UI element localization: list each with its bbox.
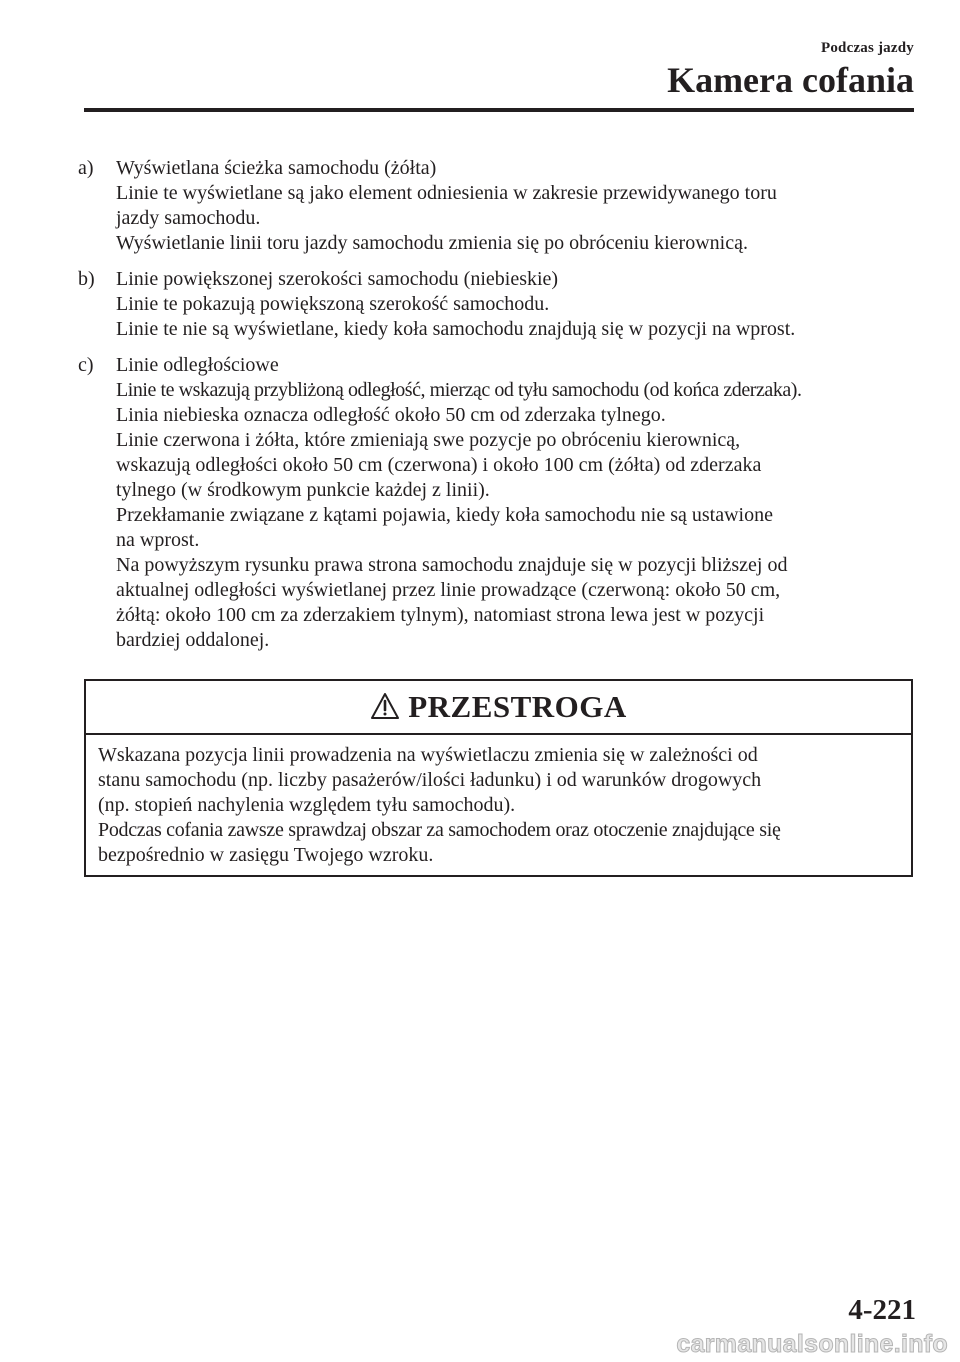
- text-line: Na powyższym rysunku prawa strona samochodu znajduje się w pozycji bliższej od: [116, 554, 788, 576]
- watermark: carmanualsonline.info: [676, 1330, 948, 1358]
- list-marker: a): [78, 157, 94, 179]
- text-line: Linia niebieska oznacza odległość około 50 cm od zderzaka tylnego.: [116, 404, 666, 426]
- caution-title: PRZESTROGA: [408, 689, 627, 724]
- list-marker: c): [78, 354, 94, 376]
- text-line: żółtą: około 100 cm za zderzakiem tylnym), natomiast strona lewa jest w pozycji: [116, 604, 765, 626]
- list-item-heading: Wyświetlana ścieżka samochodu (żółta): [116, 157, 437, 179]
- list-item-c: [78, 353, 918, 653]
- caution-text: [86, 735, 911, 868]
- warning-triangle-icon: [370, 692, 400, 720]
- text-line: Wyświetlanie linii toru jazdy samochodu zmienia się po obróceniu kierownicą.: [116, 232, 748, 254]
- text-line: tylnego (w środkowym punkcie każdej z linii).: [116, 479, 490, 501]
- text-line: Linie te nie są wyświetlane, kiedy koła samochodu znajdują się w pozycji na wprost.: [116, 318, 796, 340]
- list-marker: b): [78, 268, 95, 290]
- text-line: Podczas cofania zawsze sprawdzaj obszar za samochodem oraz otoczenie znajdujące się: [98, 819, 781, 841]
- list-item-b: [78, 267, 918, 342]
- section-name: Podczas jazdy: [820, 40, 914, 56]
- page-number: 4-221: [848, 1294, 916, 1326]
- text-line: Linie czerwona i żółta, które zmieniają swe pozycje po obróceniu kierownicą,: [116, 429, 741, 451]
- text-line: na wprost.: [116, 529, 200, 551]
- main-content: [78, 156, 918, 664]
- caution-header: [86, 681, 911, 735]
- text-line: bezpośrednio w zasięgu Twojego wzroku.: [98, 844, 434, 866]
- text-line: aktualnej odległości wyświetlanej przez linie prowadzące (czerwoną: około 50 cm,: [116, 579, 781, 601]
- list-item-heading: Linie odległościowe: [116, 354, 279, 376]
- text-line: Przekłamanie związane z kątami pojawia, kiedy koła samochodu nie są ustawione: [116, 504, 773, 526]
- list-item-text: [116, 156, 918, 256]
- text-line: stanu samochodu (np. liczby pasażerów/ilości ładunku) i od warunków drogowych: [98, 769, 762, 791]
- text-line: Wskazana pozycja linii prowadzenia na wyświetlaczu zmienia się w zależności od: [98, 744, 758, 766]
- list-item-text: [116, 353, 918, 653]
- page-title: Kamera cofania: [667, 60, 914, 100]
- list-item-heading: Linie powiększonej szerokości samochodu (niebieskie): [116, 268, 559, 290]
- text-line: wskazują odległości około 50 cm (czerwona) i około 100 cm (żółta) od zderzaka: [116, 454, 762, 476]
- text-line: Linie te wyświetlane są jako element odniesienia w zakresie przewidywanego toru: [116, 182, 777, 204]
- text-line: jazdy samochodu.: [116, 207, 261, 229]
- list-item-text: [116, 267, 918, 342]
- text-line: bardziej oddalonej.: [116, 629, 270, 651]
- text-line: Linie te wskazują przybliżoną odległość, mierząc od tyłu samochodu (od końca zderzaka).: [116, 379, 802, 401]
- list-item-a: [78, 156, 918, 256]
- text-line: Linie te pokazują powiększoną szerokość samochodu.: [116, 293, 550, 315]
- text-line: (np. stopień nachylenia względem tyłu samochodu).: [98, 794, 516, 816]
- header-divider: [84, 108, 914, 112]
- caution-box: [84, 679, 913, 877]
